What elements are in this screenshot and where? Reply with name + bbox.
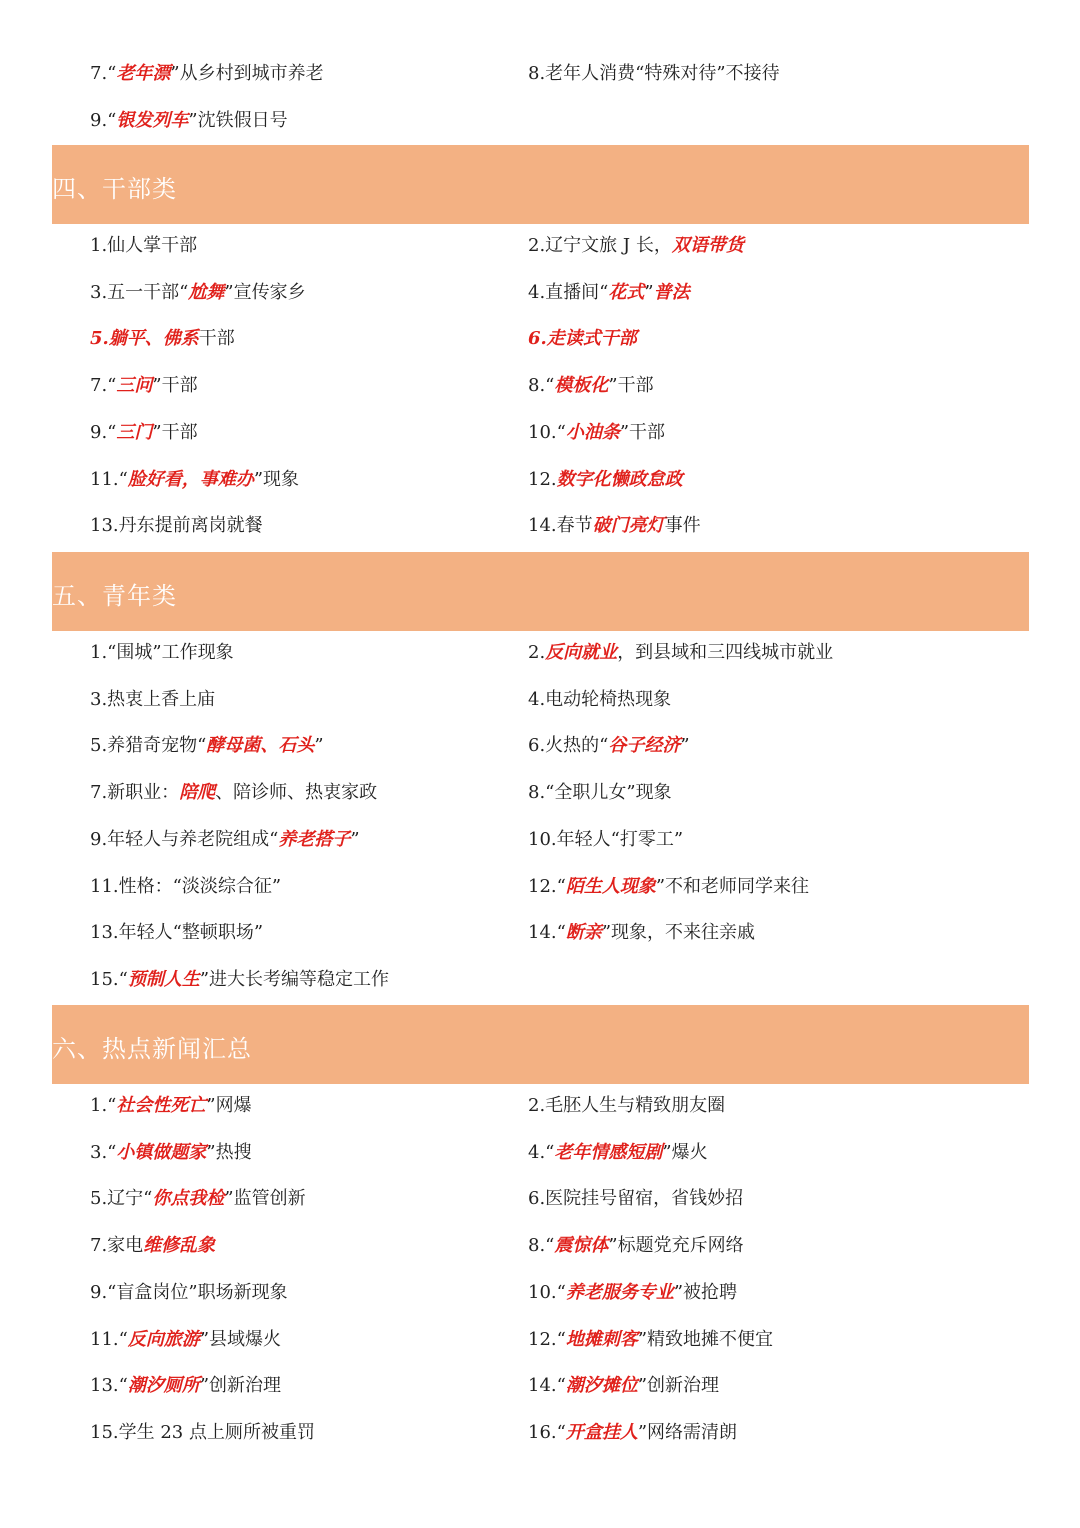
item-text: 8.“全职儿女”现象 — [528, 782, 672, 804]
section-header — [52, 145, 1029, 224]
highlight-text: 银发列车 — [116, 109, 189, 131]
item-text: 3.五一干部“ — [90, 281, 189, 303]
item-text: 6.医院挂号留宿，省钱妙招 — [528, 1188, 744, 1210]
highlight-text: 模板化 — [554, 375, 609, 397]
item-text: ”干部 — [152, 421, 198, 443]
item-text: 9.“ — [90, 421, 117, 443]
item-text: ”热搜 — [206, 1141, 252, 1163]
highlight-text: 三门 — [116, 421, 153, 443]
list-item — [528, 828, 683, 852]
list-item — [90, 734, 324, 758]
list-item — [528, 374, 654, 398]
item-text: ”从乡村到城市养老 — [170, 63, 324, 84]
list-item — [90, 1141, 252, 1165]
highlight-text: 尬舞 — [188, 281, 225, 303]
section-title: 六、热点新闻汇总 — [52, 1035, 252, 1063]
item-text: ”不和老师同学来往 — [655, 875, 810, 897]
item-text: 14.春节 — [528, 515, 593, 537]
list-item — [90, 281, 306, 305]
highlight-text: 社会性死亡 — [116, 1095, 207, 1116]
item-text: ”现象 — [253, 468, 300, 490]
item-text: ”进大长考编等稳定工作 — [199, 968, 390, 990]
highlight-text: 反向就业 — [545, 642, 618, 663]
item-text: ”被抢聘 — [673, 1281, 738, 1303]
list-item — [528, 641, 833, 665]
item-text: 1.仙人掌干部 — [90, 235, 198, 256]
highlight-text: 陪爬 — [179, 782, 216, 804]
item-text: ” — [350, 828, 360, 850]
item-text: 9.“盲盒岗位”职场新现象 — [90, 1281, 288, 1303]
item-text: 12.“ — [528, 875, 566, 897]
list-item — [90, 1328, 281, 1352]
list-item — [528, 62, 780, 86]
list-item — [90, 374, 198, 398]
item-text: 1.“围城”工作现象 — [90, 642, 234, 663]
item-text: 2.辽宁文旅 J 长， — [528, 235, 672, 256]
highlight-text: 小油条 — [565, 421, 620, 443]
highlight-text: 普法 — [653, 281, 690, 303]
list-item — [528, 781, 672, 805]
list-item — [528, 468, 683, 492]
item-text: 8.“ — [528, 375, 555, 397]
list-item — [90, 781, 377, 805]
highlight-text: 老年漂 — [116, 63, 171, 84]
list-item — [90, 468, 299, 492]
item-text: 10.年轻人“打零工” — [528, 828, 684, 850]
item-text: 1.“ — [90, 1095, 117, 1116]
list-item — [90, 828, 360, 852]
item-text: ”干部 — [619, 421, 666, 443]
highlight-text: 走读式干部 — [546, 328, 637, 350]
item-text: 7.新职业： — [90, 782, 180, 804]
item-text: 6.火热的“ — [528, 735, 609, 757]
highlight-text: 养老搭子 — [278, 828, 351, 850]
item-text: 11.“ — [90, 468, 128, 490]
item-text: 14.“ — [528, 1375, 566, 1397]
item-text: ”干部 — [152, 375, 198, 397]
item-text: ”干部 — [608, 375, 654, 397]
item-text: 4.电动轮椅热现象 — [528, 688, 672, 710]
item-text: ”标题党充斥网络 — [608, 1235, 744, 1257]
item-text: 9.“ — [90, 109, 117, 131]
item-text: 10.“ — [528, 421, 566, 443]
item-text: 12. — [528, 468, 557, 490]
item-text: 7.家电 — [90, 1235, 144, 1257]
item-text: 13.丹东提前离岗就餐 — [90, 515, 263, 537]
list-item — [528, 1328, 773, 1352]
item-text: ”精致地摊不便宜 — [637, 1328, 774, 1350]
highlight-text: 三问 — [116, 375, 153, 397]
item-text: 3.热衷上香上庙 — [90, 688, 216, 710]
list-item — [528, 688, 671, 712]
highlight-text: 地摊刺客 — [565, 1328, 638, 1350]
item-text: 干部 — [198, 328, 235, 350]
highlight-text: 潮汐厕所 — [127, 1375, 200, 1397]
list-item — [528, 921, 755, 945]
highlight-text: 你点我检 — [152, 1188, 225, 1210]
item-text: 13.年轻人“整顿职场” — [90, 922, 264, 944]
list-item — [90, 968, 389, 992]
list-item — [528, 327, 637, 351]
highlight-text: 小镇做题家 — [116, 1141, 207, 1163]
highlight-text: 躺平、佛系 — [108, 328, 199, 350]
list-item — [90, 1234, 215, 1258]
highlight-text: 酵母菌、石头 — [206, 735, 315, 757]
list-item — [528, 1141, 708, 1165]
highlight-text: 养老服务专业 — [565, 1281, 674, 1303]
item-text: ，到县域和三四线城市就业 — [617, 642, 834, 663]
item-text: 事件 — [664, 515, 701, 537]
item-text: 8.“ — [528, 1235, 555, 1257]
list-item — [90, 641, 234, 665]
highlight-text: 震惊体 — [554, 1235, 609, 1257]
list-item — [528, 1187, 743, 1211]
list-item — [90, 327, 235, 351]
highlight-text: 断亲 — [565, 922, 602, 944]
item-text: 9.年轻人与养老院组成“ — [90, 828, 279, 850]
list-item — [90, 875, 281, 899]
item-text: 4.“ — [528, 1141, 555, 1163]
list-item — [90, 1094, 252, 1118]
highlight-text: 谷子经济 — [608, 735, 681, 757]
item-text: ”宣传家乡 — [224, 281, 306, 303]
item-text: 15.“ — [90, 968, 128, 990]
item-text: 12.“ — [528, 1328, 566, 1350]
highlight-text: 反向旅游 — [127, 1328, 200, 1350]
list-item — [90, 688, 215, 712]
item-text: ”现象，不来往亲戚 — [601, 922, 756, 944]
list-item — [528, 234, 744, 258]
list-item — [90, 62, 324, 86]
item-text: 4.直播间“ — [528, 281, 609, 303]
highlight-text: 脸好看，事难办 — [127, 468, 254, 490]
item-text: ”网爆 — [206, 1095, 252, 1116]
item-text: 15.学生 23 点上厕所被重罚 — [90, 1421, 315, 1443]
item-text: 3.“ — [90, 1141, 117, 1163]
list-item — [90, 234, 197, 258]
list-item — [528, 875, 809, 899]
section-header — [52, 1005, 1029, 1084]
item-text: 5.养猎奇宠物“ — [90, 735, 207, 757]
item-text: 7.“ — [90, 63, 117, 84]
list-item — [528, 281, 690, 305]
item-text: ”县域爆火 — [199, 1328, 282, 1350]
highlight-text: 维修乱象 — [143, 1235, 216, 1257]
highlight-text: 陌生人现象 — [565, 875, 656, 897]
list-item — [528, 1234, 744, 1258]
highlight-text: 5. — [90, 328, 109, 350]
item-text: 、陪诊师、热衷家政 — [215, 782, 378, 804]
item-text: 11.性格：“淡淡综合征” — [90, 875, 282, 897]
section-header — [52, 552, 1029, 631]
highlight-text: 潮汐摊位 — [565, 1375, 638, 1397]
highlight-text: 双语带货 — [671, 235, 744, 256]
item-text: ”创新治理 — [637, 1375, 720, 1397]
list-item — [90, 921, 263, 945]
list-item — [528, 421, 665, 445]
item-text: 2.毛胚人生与精致朋友圈 — [528, 1095, 726, 1116]
item-text: 2. — [528, 642, 546, 663]
list-item — [90, 1421, 315, 1445]
list-item — [528, 1281, 737, 1305]
section-title: 四、干部类 — [52, 175, 177, 203]
section-title: 五、青年类 — [52, 582, 177, 610]
item-text: ”监管创新 — [224, 1188, 306, 1210]
highlight-text: 6. — [528, 328, 547, 350]
list-item — [528, 734, 690, 758]
list-item — [90, 514, 263, 538]
item-text: 7.“ — [90, 375, 117, 397]
item-text: 10.“ — [528, 1281, 566, 1303]
list-item — [90, 421, 198, 445]
item-text: 13.“ — [90, 1375, 128, 1397]
item-text: ” — [644, 281, 654, 303]
highlight-text: 预制人生 — [127, 968, 200, 990]
item-text: 11.“ — [90, 1328, 128, 1350]
highlight-text: 破门亮灯 — [592, 515, 665, 537]
highlight-text: 花式 — [608, 281, 645, 303]
item-text: ” — [314, 735, 324, 757]
highlight-text: 开盒挂人 — [565, 1421, 638, 1443]
item-text: ”沈铁假日号 — [188, 109, 288, 131]
item-text: 5.辽宁“ — [90, 1188, 153, 1210]
list-item — [528, 1421, 737, 1445]
list-item — [528, 1094, 725, 1118]
item-text: 16.“ — [528, 1421, 566, 1443]
list-item — [90, 109, 288, 133]
item-text: 8.老年人消费“特殊对待”不接待 — [528, 63, 780, 84]
item-text: ”创新治理 — [199, 1375, 282, 1397]
item-text: 14.“ — [528, 922, 566, 944]
list-item — [528, 1374, 719, 1398]
item-text: ”网络需清朗 — [637, 1421, 738, 1443]
list-item — [90, 1281, 288, 1305]
highlight-text: 数字化懒政怠政 — [556, 468, 683, 490]
item-text: ”爆火 — [662, 1141, 708, 1163]
list-item — [528, 514, 701, 538]
highlight-text: 老年情感短剧 — [554, 1141, 663, 1163]
list-item — [90, 1374, 281, 1398]
list-item — [90, 1187, 306, 1211]
item-text: ” — [680, 735, 690, 757]
